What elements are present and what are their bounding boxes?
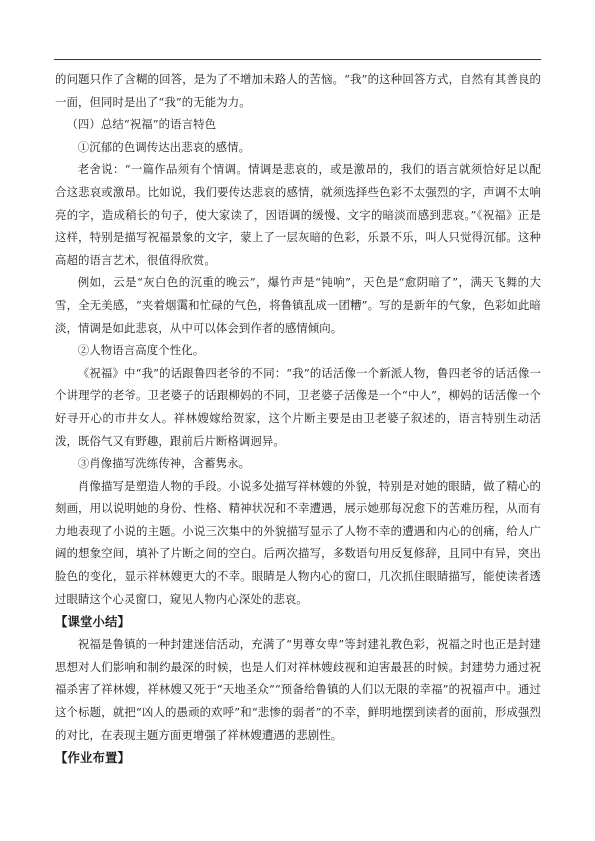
heading-homework: 【作业布置】: [55, 750, 130, 766]
header-rule: [54, 59, 541, 60]
heading-class-summary: 【课堂小结】: [55, 614, 130, 630]
paragraph-examples: 例如，云是“灰白色的沉重的晚云”，爆竹声是“钝响”，天色是“愈阴暗了”，满天飞舞的大雪，全无美感，“夹着烟霭和忙碌的气色，将鲁镇乱成一团糟”。写的是新年的气象，色彩如此暗淡，情调是如此悲哀，从中可以体会到作者的感情倾向。: [55, 275, 541, 335]
paragraph-portrait: 肖像描写是塑造人物的手段。小说多处描写祥林嫂的外貌，特别是对她的眼睛，做了精心的刻画，用以说明她的身份、性格、精神状况和不幸遭遇，展示她那每况愈下的苦难历程，从而有力地表现了小说的主题。小说三次集中的外貌描写显示了人物不幸的遭遇和内心的创痛，给人广阔的想象空间，填补了片断之间的空白。后两次描写，多数语句用反复修辞，且同中有异，突出脸色的变化，显示祥林嫂更大的不幸。眼睛是人物内心的窗口，几次抓住眼睛描写，能使读者透过眼睛这个心灵窗口，窥见人物内心深处的悲哀。: [55, 478, 541, 606]
list-item-character-language: ②人物语言高度个性化。: [77, 343, 205, 358]
document-body: [55, 68, 541, 769]
section-heading-language: （四）总结“祝福”的语言特色: [66, 117, 217, 132]
paragraph-summary: 祝福是鲁镇的一种封建迷信活动，充满了“男尊女卑”等封建礼教色彩，祝福之时也正是封建思想对人们影响和制约最深的时候，也是人们对祥林嫂歧视和迫害最甚的时候。封建势力通过祝福杀害了祥林嫂，祥林嫂又死于“天地圣众”“预备给鲁镇的人们以无限的幸福”的祝福声中。通过这个标题，就把“凶人的愚顽的欢呼”和“悲惨的弱者”的不幸，鲜明地摆到读者的面前，形成强烈的对比，在表现主题方面更增强了祥林嫂遭遇的悲剧性。: [55, 637, 541, 742]
list-item-tone: ①沉郁的色调传达出悲哀的感情。: [77, 139, 251, 154]
list-item-portrait: ③肖像描写洗练传神，含蓄隽永。: [77, 456, 251, 471]
paragraph-laoshe-quote: 老舍说：“一篇作品须有个情调。情调是悲哀的，或是激昂的，我们的语言就须恰好足以配合这悲哀或激昂。比如说，我们要传达悲哀的感情，就须选择些色彩不太强烈的字，声调不太响亮的字，造成稍长的句子，使大家读了，因语调的缓慢、文字的暗淡而感到悲哀。”《祝福》正是这样，特别是描写祝福景象的文字，蒙上了一层灰暗的色彩，乐景不乐，叫人只觉得沉郁。这种高超的语言艺术，很值得欣赏。: [55, 162, 541, 267]
paragraph-intro: 的问题只作了含糊的回答，是为了不增加未路人的苦恼。“我”的这种回答方式，自然有其善良的一面，但同时是出了“我”的无能为力。: [55, 72, 541, 109]
paragraph-character-language: 《祝福》中“我”的话跟鲁四老爷的不同：“我”的话活像一个新派人物，鲁四老爷的话活像一个讲理学的老爷。卫老婆子的话跟柳妈的不同，卫老婆子活像是一个“中人”，柳妈的话活像一个好寻开心的市井女人。祥林嫂嫁给贺家，这个片断主要是由卫老婆子叙述的，语言特别生动活泼，既俗气又有野趣，跟前后片断格调迥异。: [55, 365, 541, 448]
